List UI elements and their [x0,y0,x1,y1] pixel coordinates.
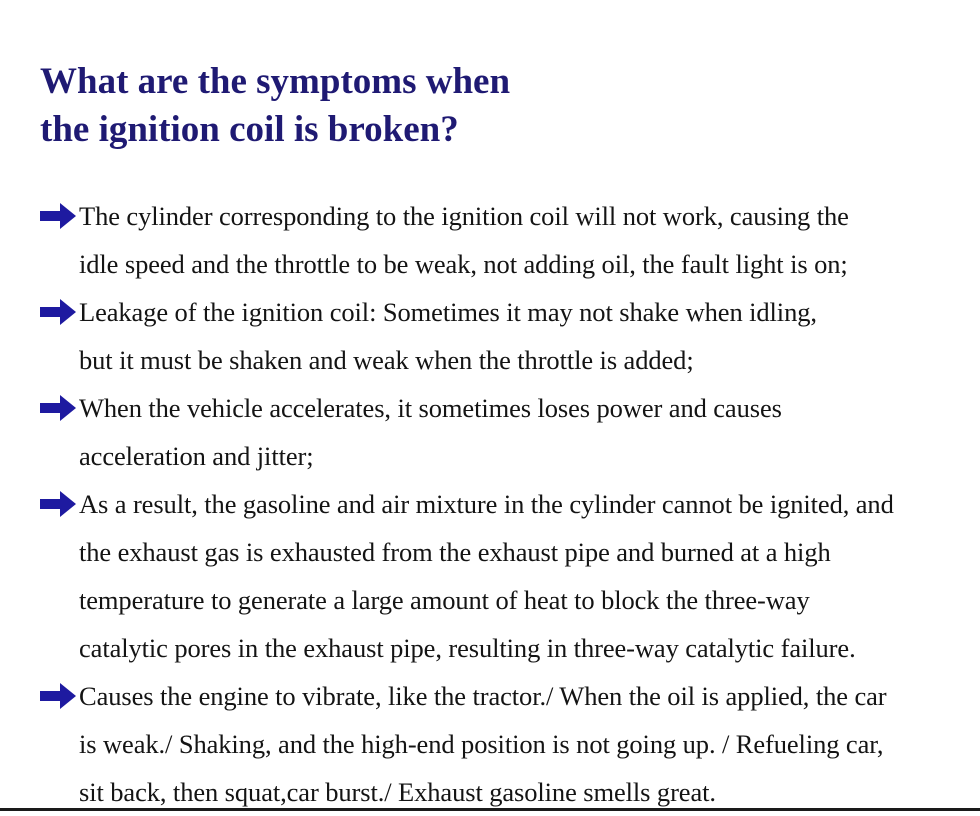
symptom-text-line: The cylinder corresponding to the ignition coil will not work, causing the [79,201,849,231]
symptom-list [0,192,980,816]
symptom-text-line: sit back, then squat,car burst./ Exhaust gasoline smells great. [79,777,716,807]
symptom-text-line: Causes the engine to vibrate, like the tractor./ When the oil is applied, the car [79,681,887,711]
symptom-text-line: Leakage of the ignition coil: Sometimes it may not shake when idling, [79,297,817,327]
symptom-text-line: As a result, the gasoline and air mixture in the cylinder cannot be ignited, and [79,489,894,519]
right-arrow-icon [40,491,76,517]
symptom-item [0,384,980,480]
symptom-text-line: acceleration and jitter; [79,441,314,471]
page-title-line: What are the symptoms when [40,61,511,102]
symptom-text-line: the exhaust gas is exhausted from the exhaust pipe and burned at a high [79,537,831,567]
right-arrow-icon [40,299,76,325]
symptom-text-line: When the vehicle accelerates, it sometimes loses power and causes [79,393,782,423]
symptom-text-line: but it must be shaken and weak when the throttle is added; [79,345,694,375]
symptom-item [0,480,980,672]
page-title [40,58,740,154]
symptom-text-line: is weak./ Shaking, and the high-end position is not going up. / Refueling car, [79,729,884,759]
symptom-item [0,192,980,288]
symptom-text-line: idle speed and the throttle to be weak, not adding oil, the fault light is on; [79,249,848,279]
page-title-line: the ignition coil is broken? [40,109,459,150]
right-arrow-icon [40,683,76,709]
right-arrow-icon [40,395,76,421]
symptom-text-line: catalytic pores in the exhaust pipe, resulting in three-way catalytic failure. [79,633,856,663]
symptom-text-line: temperature to generate a large amount of heat to block the three-way [79,585,810,615]
symptom-item [0,672,980,816]
right-arrow-icon [40,203,76,229]
symptom-item [0,288,980,384]
